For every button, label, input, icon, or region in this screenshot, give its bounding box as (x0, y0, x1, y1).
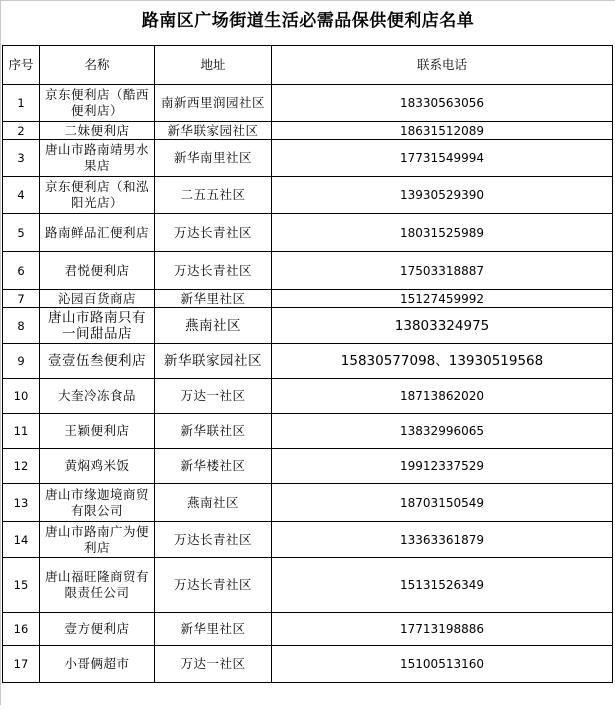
cell-phone[interactable]: 18703150549 (272, 484, 613, 522)
sheet-edge-top (0, 0, 615, 1)
cell-phone[interactable]: 18631512089 (272, 122, 613, 140)
cell-address[interactable]: 新华里社区 (155, 613, 272, 646)
table-row (3, 214, 613, 252)
store-table (2, 45, 613, 683)
table-row (3, 613, 613, 646)
table-row (3, 646, 613, 683)
cell-name[interactable]: 小哥俩超市 (40, 646, 155, 683)
cell-address[interactable]: 新华联社区 (155, 414, 272, 449)
table-row (3, 558, 613, 613)
cell-phone[interactable]: 18031525989 (272, 214, 613, 252)
cell-no[interactable]: 4 (3, 177, 40, 214)
cell-name[interactable]: 唐山市缘迦境商贸有限公司 (40, 484, 155, 522)
cell-no[interactable]: 11 (3, 414, 40, 449)
cell-address[interactable]: 燕南社区 (155, 308, 272, 344)
cell-phone[interactable]: 15127459992 (272, 290, 613, 308)
page-title: 路南区广场街道生活必需品保供便利店名单 (141, 11, 475, 31)
cell-no[interactable]: 9 (3, 344, 40, 379)
cell-name[interactable]: 唐山福旺隆商贸有限责任公司 (40, 558, 155, 613)
cell-phone[interactable]: 15131526349 (272, 558, 613, 613)
cell-address[interactable]: 万达长青社区 (155, 558, 272, 613)
cell-phone[interactable]: 19912337529 (272, 449, 613, 484)
cell-address[interactable]: 新华里社区 (155, 290, 272, 308)
header-row (3, 46, 613, 85)
header-address[interactable]: 地址 (155, 46, 272, 85)
cell-no[interactable]: 8 (3, 308, 40, 344)
table-row (3, 122, 613, 140)
cell-address[interactable]: 燕南社区 (155, 484, 272, 522)
table-row (3, 85, 613, 122)
cell-phone[interactable]: 17713198886 (272, 613, 613, 646)
cell-name[interactable]: 沁园百货商店 (40, 290, 155, 308)
cell-no[interactable]: 3 (3, 140, 40, 177)
cell-name[interactable]: 壹壹伍叁便利店 (40, 344, 155, 379)
cell-name[interactable]: 黄焖鸡米饭 (40, 449, 155, 484)
header-phone[interactable]: 联系电话 (272, 46, 613, 85)
cell-name[interactable]: 二妹便利店 (40, 122, 155, 140)
cell-name[interactable]: 壹方便利店 (40, 613, 155, 646)
cell-address[interactable]: 万达长青社区 (155, 252, 272, 290)
table-row (3, 522, 613, 558)
cell-no[interactable]: 5 (3, 214, 40, 252)
cell-name[interactable]: 君悦便利店 (40, 252, 155, 290)
cell-name[interactable]: 唐山市路南只有一间甜品店 (40, 308, 155, 344)
header-no[interactable]: 序号 (3, 46, 40, 85)
cell-name[interactable]: 京东便利店（酷西便利店） (40, 85, 155, 122)
table-row (3, 140, 613, 177)
table-row (3, 252, 613, 290)
cell-no[interactable]: 13 (3, 484, 40, 522)
cell-no[interactable]: 7 (3, 290, 40, 308)
cell-no[interactable]: 1 (3, 85, 40, 122)
cell-name[interactable]: 唐山市路南广为便利店 (40, 522, 155, 558)
cell-phone[interactable]: 18330563056 (272, 85, 613, 122)
sheet-bottom (0, 705, 615, 711)
cell-phone[interactable]: 13363361879 (272, 522, 613, 558)
table-row (3, 290, 613, 308)
cell-no[interactable]: 12 (3, 449, 40, 484)
table-row (3, 344, 613, 379)
cell-phone[interactable]: 17731549994 (272, 140, 613, 177)
cell-phone[interactable]: 13930529390 (272, 177, 613, 214)
cell-address[interactable]: 二五五社区 (155, 177, 272, 214)
cell-phone[interactable]: 13803324975 (272, 308, 613, 344)
table-row (3, 379, 613, 414)
cell-name[interactable]: 唐山市路南靖男水果店 (40, 140, 155, 177)
cell-phone[interactable]: 18713862020 (272, 379, 613, 414)
cell-phone[interactable]: 15830577098、13930519568 (272, 344, 613, 379)
cell-address[interactable]: 万达一社区 (155, 646, 272, 683)
cell-no[interactable]: 14 (3, 522, 40, 558)
cell-address[interactable]: 万达一社区 (155, 379, 272, 414)
cell-name[interactable]: 大奎冷冻食品 (40, 379, 155, 414)
table-row (3, 449, 613, 484)
cell-name[interactable]: 京东便利店（和泓阳光店） (40, 177, 155, 214)
table-row (3, 308, 613, 344)
cell-address[interactable]: 新华联家园社区 (155, 344, 272, 379)
cell-name[interactable]: 王颖便利店 (40, 414, 155, 449)
cell-no[interactable]: 6 (3, 252, 40, 290)
header-name[interactable]: 名称 (40, 46, 155, 85)
cell-no[interactable]: 2 (3, 122, 40, 140)
cell-address[interactable]: 万达长青社区 (155, 522, 272, 558)
cell-name[interactable]: 路南鲜品汇便利店 (40, 214, 155, 252)
sheet-edge-left (0, 0, 1, 711)
table-row (3, 177, 613, 214)
cell-no[interactable]: 17 (3, 646, 40, 683)
cell-address[interactable]: 新华楼社区 (155, 449, 272, 484)
cell-phone[interactable]: 15100513160 (272, 646, 613, 683)
cell-phone[interactable]: 17503318887 (272, 252, 613, 290)
cell-address[interactable]: 新华联家园社区 (155, 122, 272, 140)
table-row (3, 484, 613, 522)
table-row (3, 414, 613, 449)
cell-phone[interactable]: 13832996065 (272, 414, 613, 449)
cell-no[interactable]: 16 (3, 613, 40, 646)
cell-address[interactable]: 新华南里社区 (155, 140, 272, 177)
cell-no[interactable]: 15 (3, 558, 40, 613)
cell-no[interactable]: 10 (3, 379, 40, 414)
cell-address[interactable]: 万达长青社区 (155, 214, 272, 252)
cell-address[interactable]: 南新西里润园社区 (155, 85, 272, 122)
